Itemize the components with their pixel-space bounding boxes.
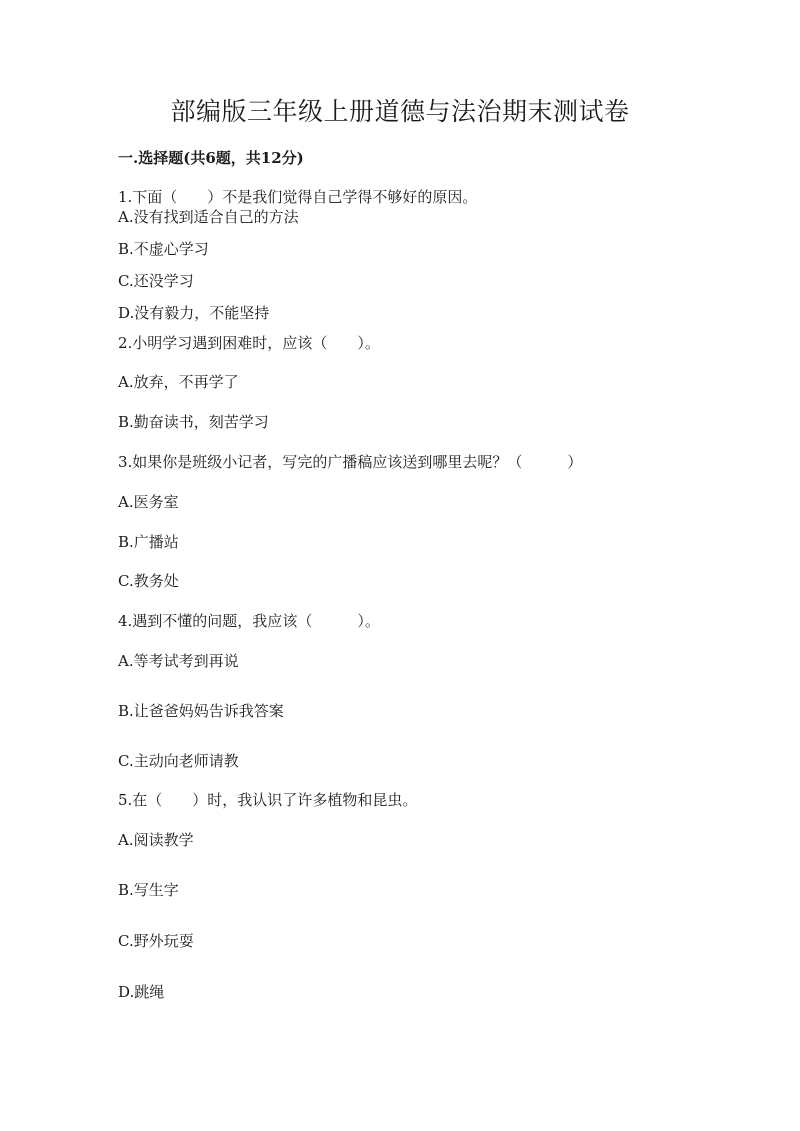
question-option: C.教务处 — [118, 572, 179, 590]
question-option: B.写生字 — [118, 881, 179, 899]
question-option: C.野外玩耍 — [118, 932, 194, 950]
question-stem: 4.遇到不懂的问题，我应该（ ）。 — [118, 612, 380, 630]
question-option: D.跳绳 — [118, 983, 165, 1001]
question-option: C.还没学习 — [118, 272, 194, 290]
question-stem: 2.小明学习遇到困难时，应该（ ）。 — [118, 334, 380, 352]
question-stem: 5.在（ ）时，我认识了许多植物和昆虫。 — [118, 791, 418, 809]
exam-title: 部编版三年级上册道德与法治期末测试卷 — [170, 97, 630, 126]
question-option: B.勤奋读书，刻苦学习 — [118, 413, 269, 431]
question-option: D.没有毅力，不能坚持 — [118, 304, 270, 322]
question-stem: 3.如果你是班级小记者，写完的广播稿应该送到哪里去呢？（ ） — [118, 453, 583, 471]
question-option: A.等考试考到再说 — [118, 652, 239, 670]
question-option: C.主动向老师请教 — [118, 752, 239, 770]
question-option: A.没有找到适合自己的方法 — [118, 208, 299, 226]
question-option: A.医务室 — [118, 493, 179, 511]
question-option: B.让爸爸妈妈告诉我答案 — [118, 702, 284, 720]
question-option: A.阅读教学 — [118, 831, 194, 849]
question-option: B.广播站 — [118, 533, 179, 551]
question-stem: 1.下面（ ）不是我们觉得自己学得不够好的原因。 — [118, 188, 478, 206]
section-heading: 一.选择题(共6题，共12分) — [118, 149, 304, 167]
question-option: A.放弃，不再学了 — [118, 373, 239, 391]
question-option: B.不虚心学习 — [118, 240, 209, 258]
